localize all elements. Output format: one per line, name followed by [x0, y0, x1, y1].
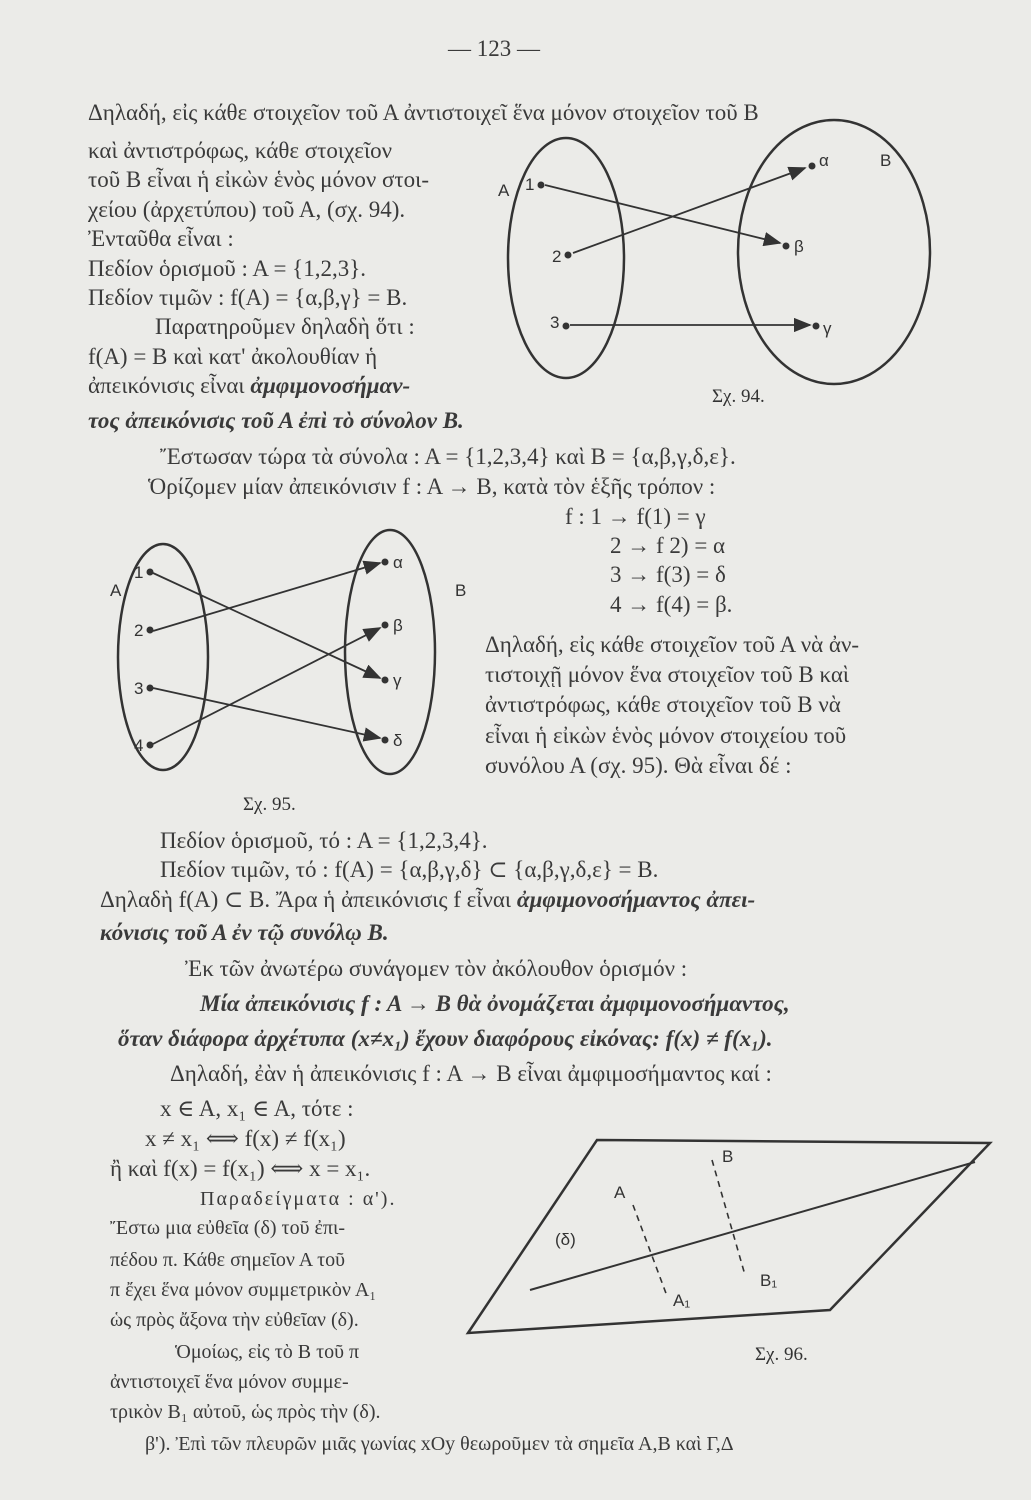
- text-line: x ≠ x₁ ⟺ f(x) ≠ f(x₁): [145, 1126, 346, 1151]
- text-line: Ἔστω μια εὐθεῖα (δ) τοῦ ἐπι-: [110, 1217, 346, 1239]
- point-label: β: [794, 237, 804, 256]
- text-line: συνόλου Α (σχ. 95). Θὰ εἶναι δέ :: [485, 753, 792, 778]
- segment-b-b1: [712, 1160, 745, 1275]
- emphasis: ἀμφιμονοσήμαν-: [250, 373, 411, 398]
- figure-95: [110, 530, 466, 815]
- point-label: α: [393, 553, 403, 572]
- figure-94: [498, 120, 930, 407]
- point-label: B₁: [760, 1271, 778, 1290]
- text-line: εἶναι ἡ εἰκὼν ἑνὸς μόνον στοιχείου τοῦ: [485, 723, 847, 748]
- point-label: γ: [823, 319, 832, 338]
- point-label: 2: [552, 247, 562, 266]
- text-line: Ἔστωσαν τώρα τὰ σύνολα : Α = {1,2,3,4} καὶ Β = {α,β,γ,δ,ε}.: [160, 444, 736, 469]
- arrow-1-beta: [545, 185, 780, 243]
- line-label: (δ): [555, 1230, 576, 1249]
- text-line: Δηλαδή, ἐὰν ἡ ἀπεικόνισις f : A → B εἶναι ἀμφιμοσήμαντος καί :: [170, 1061, 772, 1086]
- plane-pi: [468, 1140, 990, 1333]
- text-line: καὶ ἀντιστρόφως, κάθε στοιχεῖον: [88, 138, 393, 163]
- set-label: A: [110, 581, 122, 600]
- text-line: Ἐνταῦθα εἶναι :: [88, 226, 234, 251]
- emphasis-line: κόνισις τοῦ Α ἐν τῷ συνόλῳ Β.: [100, 920, 389, 945]
- point-label: α: [819, 151, 829, 170]
- point: [813, 323, 820, 330]
- text-line: τοῦ Β εἶναι ἡ εἰκὼν ἑνὸς μόνον στοι-: [88, 167, 429, 192]
- text-line: Παραδείγματα : α').: [200, 1188, 397, 1210]
- set-a-ellipse: [508, 138, 624, 378]
- mapping-line: 3 → f(3) = δ: [610, 562, 726, 587]
- text-line: ἀντιστρόφως, κάθε στοιχεῖον τοῦ Β νὰ: [485, 692, 841, 717]
- definition-line: Μία ἀπεικόνισις f : A → B θὰ ὀνομάζεται ἀμφιμονοσήμαντος,: [200, 991, 790, 1016]
- point-label: 1: [525, 175, 535, 194]
- text-line: χείου (ἀρχετύπου) τοῦ Α, (σχ. 94).: [88, 197, 406, 222]
- emphasis-line: τος ἀπεικόνισις τοῦ Α ἐπὶ τὸ σύνολον Β.: [88, 408, 464, 433]
- text-line: τρικὸν Β₁ αὐτοῦ, ὡς πρὸς τὴν (δ).: [110, 1401, 381, 1423]
- text-line: Ἐκ τῶν ἀνωτέρω συνάγομεν τὸν ἀκόλουθον ὁρισμόν :: [185, 956, 688, 981]
- text-line: ἀντιστοιχεῖ ἕνα μόνον συμμε-: [110, 1371, 349, 1393]
- point-label: A₁: [673, 1291, 691, 1310]
- text-line: f(A) = B καὶ κατ' ἀκολουθίαν ἡ: [88, 344, 378, 369]
- set-b-ellipse: [738, 120, 930, 384]
- page-number: — 123 —: [448, 36, 540, 61]
- text-line: Ὁρίζομεν μίαν ἀπεικόνισιν f : A → B, κατὰ τὸν ἑξῆς τρόπον :: [148, 474, 716, 499]
- text-line: x ∈ A, x₁ ∈ A, τότε :: [160, 1096, 354, 1121]
- text-line: Δηλαδή, εἰς κάθε στοιχεῖον τοῦ Α νὰ ἀν-: [485, 632, 859, 657]
- text-line: Πεδίον τιμῶν : f(A) = {α,β,γ} = B.: [88, 285, 408, 310]
- text: ἀπεικόνισις εἶναι: [88, 373, 251, 398]
- point-label: B: [722, 1147, 734, 1166]
- point-label: 3: [134, 679, 144, 698]
- mapping-line: 2 → f 2) = α: [610, 533, 726, 558]
- set-label: B: [880, 151, 892, 170]
- line-delta: [530, 1162, 975, 1290]
- set-label: A: [498, 181, 510, 200]
- point: [538, 182, 545, 189]
- figure-caption: Σχ. 96.: [755, 1344, 808, 1365]
- point: [563, 323, 570, 330]
- point: [565, 252, 572, 259]
- text-line: Πεδίον ὁρισμοῦ : Α = {1,2,3}.: [88, 256, 366, 281]
- set-b-ellipse: [345, 530, 435, 774]
- point-label: γ: [393, 671, 402, 690]
- text: Δηλαδὴ f(A) ⊂ B. Ἄρα ἡ ἀπεικόνισις f εἶναι: [100, 887, 517, 912]
- point-label: A: [614, 1183, 626, 1202]
- point-label: 2: [134, 621, 144, 640]
- set-label: B: [455, 581, 467, 600]
- text-line: Δηλαδή, εἰς κάθε στοιχεῖον τοῦ Α ἀντιστοιχεῖ ἕνα μόνον στοιχεῖον τοῦ Β: [88, 100, 759, 125]
- point-label: β: [393, 616, 403, 635]
- text-line: ὡς πρὸς ἄξονα τὴν εὐθεῖαν (δ).: [110, 1309, 359, 1331]
- point-label: 3: [550, 313, 560, 332]
- emphasis: ἀμφιμονοσήμαντος ἀπει-: [516, 887, 756, 912]
- point-label: 4: [134, 736, 144, 755]
- segment-a-a1: [633, 1205, 667, 1296]
- text-line: Πεδίον τιμῶν, τό : f(A) = {α,β,γ,δ} ⊂ {α,β,γ,δ,ε} = Β.: [160, 857, 659, 882]
- point: [809, 163, 816, 170]
- text-line: Παρατηροῦμεν δηλαδὴ ὅτι :: [155, 314, 415, 339]
- mapping-line: 4 → f(4) = β.: [610, 592, 733, 617]
- text-line: ἢ καὶ f(x) = f(x₁) ⟺ x = x₁.: [110, 1156, 371, 1181]
- point-label: δ: [393, 731, 403, 750]
- figure-caption: Σχ. 94.: [712, 386, 765, 407]
- arrow-3-delta: [153, 688, 380, 738]
- point: [783, 243, 790, 250]
- text-line: πέδου π. Κάθε σημεῖον Α τοῦ: [110, 1249, 346, 1271]
- mapping-line: f : 1 → f(1) = γ: [565, 504, 706, 529]
- text-line: τιστοιχῇ μόνον ἕνα στοιχεῖον τοῦ Β καὶ: [485, 662, 850, 687]
- point-label: 1: [134, 563, 144, 582]
- text-line: β'). Ἐπὶ τῶν πλευρῶν μιᾶς γωνίας xOy θεωροῦμεν τὰ σημεῖα Α,Β καὶ Γ,Δ: [145, 1433, 734, 1455]
- text-line: Πεδίον ὁρισμοῦ, τό : Α = {1,2,3,4}.: [160, 828, 488, 853]
- definition-line: ὅταν διάφορα ἀρχέτυπα (x≠x₁) ἔχουν διαφόρους εἰκόνας: f(x) ≠ f(x₁).: [118, 1026, 773, 1051]
- figure-caption: Σχ. 95.: [243, 794, 296, 815]
- text-line: π ἔχει ἕνα μόνον συμμετρικὸν Α₁: [110, 1279, 377, 1301]
- text-line: Ὁμοίως, εἰς τὸ Β τοῦ π: [175, 1341, 360, 1363]
- figure-96: [468, 1140, 990, 1365]
